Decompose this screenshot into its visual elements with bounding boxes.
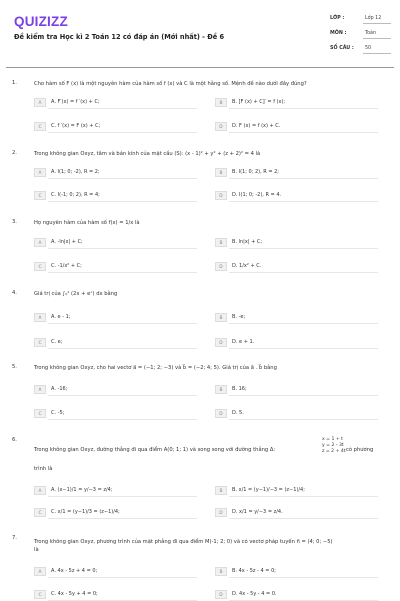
option-underline	[229, 201, 378, 202]
option-underline	[229, 348, 378, 349]
option-underline	[229, 419, 378, 420]
option-underline	[48, 496, 197, 497]
option-text: A. e - 1;	[51, 314, 71, 320]
question-text: Trong không gian Oxyz, cho hai vectơ a⃗ = (−1; 2; −3) và b⃗ = (−2; 4; 5). Giá trị của a⃗ . b⃗ bằng	[34, 365, 277, 371]
meta-grade-value: Lớp 12	[365, 16, 382, 21]
option-letter-box: C	[34, 508, 46, 517]
option-letter-box: C	[34, 262, 46, 271]
option-text: B. 4x - 5z - 4 = 0;	[232, 568, 276, 574]
option-letter-box: B	[215, 385, 227, 394]
page-title: Đề kiểm tra Học kì 2 Toán 12 có đáp án (Mới nhất) - Đề 6	[14, 33, 225, 41]
option-letter-box: A	[34, 168, 46, 177]
system-line: y = 2 - 3t	[322, 443, 344, 448]
answer-option-b[interactable]	[215, 98, 380, 107]
option-text: C. x/1 = (y−1)/3 = (z−1)/4;	[51, 509, 120, 515]
option-text: A. (x−1)/1 = y/−3 = z/4;	[51, 487, 113, 493]
option-letter-box: A	[34, 567, 46, 576]
answer-option-a[interactable]	[34, 313, 199, 322]
meta-line	[363, 38, 391, 39]
option-text: D. x/1 = y/−3 = z/4.	[232, 509, 283, 515]
option-text: D. 1/x² + C.	[232, 263, 262, 269]
option-text: A. I(1; 0; -2), R = 2;	[51, 169, 100, 175]
question-text-after: có phương	[346, 447, 374, 453]
option-letter-box: B	[215, 168, 227, 177]
option-underline	[48, 178, 197, 179]
option-underline	[229, 518, 378, 519]
option-text: D. 5.	[232, 410, 244, 416]
answer-option-a[interactable]	[34, 385, 199, 394]
option-text: C. e;	[51, 339, 63, 345]
option-underline	[48, 323, 197, 324]
option-letter-box: A	[34, 385, 46, 394]
option-underline	[48, 108, 197, 109]
answer-option-d[interactable]	[215, 508, 380, 517]
meta-count-value: 50	[365, 46, 372, 51]
option-letter-box: D	[215, 191, 227, 200]
option-text: B. [F (x) + C]′ = f (x);	[232, 99, 286, 105]
answer-option-b[interactable]	[215, 567, 380, 576]
option-underline	[229, 178, 378, 179]
option-text: B. -e;	[232, 314, 246, 320]
option-letter-box: A	[34, 313, 46, 322]
option-letter-box: D	[215, 508, 227, 517]
answer-option-b[interactable]	[215, 238, 380, 247]
option-underline	[229, 108, 378, 109]
answer-option-c[interactable]	[34, 262, 199, 271]
answer-option-c[interactable]	[34, 508, 199, 517]
option-text: C. 4x - 5y + 4 = 0;	[51, 591, 98, 597]
option-text: A. F′(x) = f ′(x) + C;	[51, 99, 100, 105]
question-number: 5.	[12, 364, 17, 370]
meta-count-key: SỐ CÂU :	[330, 46, 354, 51]
option-underline	[48, 272, 197, 273]
answer-option-b[interactable]	[215, 168, 380, 177]
option-text: D. e + 1.	[232, 339, 255, 345]
option-underline	[48, 577, 197, 578]
option-text: B. 16;	[232, 386, 247, 392]
option-underline	[229, 272, 378, 273]
option-letter-box: C	[34, 122, 46, 131]
option-letter-box: C	[34, 191, 46, 200]
option-letter-box: C	[34, 409, 46, 418]
option-letter-box: D	[215, 122, 227, 131]
option-letter-box: D	[215, 262, 227, 271]
option-text: A. -ln|x| + C;	[51, 239, 83, 245]
option-underline	[229, 132, 378, 133]
answer-option-c[interactable]	[34, 338, 199, 347]
question-number: 7.	[12, 535, 17, 541]
question-number: 1.	[12, 80, 17, 86]
answer-option-c[interactable]	[34, 409, 199, 418]
option-text: D. I(1; 0; -2), R = 4.	[232, 192, 282, 198]
option-letter-box: B	[215, 567, 227, 576]
option-text: C. I(-1; 0; 2), R = 4;	[51, 192, 100, 198]
option-text: C. -5;	[51, 410, 65, 416]
option-text: C. f ′(x) = F (x) + C;	[51, 123, 101, 129]
option-underline	[48, 201, 197, 202]
option-text: C. -1/x² + C;	[51, 263, 82, 269]
option-underline	[48, 419, 197, 420]
answer-option-d[interactable]	[215, 122, 380, 131]
line-system	[322, 437, 346, 455]
option-letter-box: A	[34, 98, 46, 107]
answer-option-d[interactable]	[215, 338, 380, 347]
answer-option-d[interactable]	[215, 409, 380, 418]
option-letter-box: D	[215, 338, 227, 347]
option-underline	[48, 395, 197, 396]
answer-option-c[interactable]	[34, 191, 199, 200]
answer-option-b[interactable]	[215, 313, 380, 322]
system-line: z = 2 + 4t	[322, 449, 346, 454]
question-text: Họ nguyên hàm của hàm số f(x) = 1/x là	[34, 220, 140, 226]
option-text: D. F (x) = f (x) + C.	[232, 123, 281, 129]
option-text: D. 4x - 5y - 4 = 0.	[232, 591, 277, 597]
option-letter-box: B	[215, 98, 227, 107]
option-letter-box: B	[215, 486, 227, 495]
answer-option-a[interactable]	[34, 98, 199, 107]
option-underline	[229, 496, 378, 497]
meta-grade-key: LỚP :	[330, 16, 345, 21]
option-letter-box: D	[215, 590, 227, 599]
answer-option-b[interactable]	[215, 486, 380, 495]
question-number: 4.	[12, 290, 17, 296]
option-text: A. -16;	[51, 386, 68, 392]
option-letter-box: B	[215, 313, 227, 322]
meta-subject-value: Toán	[365, 31, 377, 36]
question-text-continued: là	[34, 547, 39, 553]
question-text: Trong không gian Oxyz, tâm và bán kính của mặt cầu (S): (x - 1)² + y² + (z + 2)² = 4 là	[34, 151, 261, 157]
option-underline	[48, 248, 197, 249]
quizizz-logo: QUIZIZZ	[14, 14, 68, 29]
option-underline	[229, 323, 378, 324]
answer-option-a[interactable]	[34, 238, 199, 247]
header-divider	[6, 67, 394, 68]
option-underline	[48, 518, 197, 519]
answer-option-d[interactable]	[215, 262, 380, 271]
question-text: Trong không gian Oxyz, đường thẳng đi qua điểm A(0; 1; 1) và song song với đường thẳng Δ:	[34, 447, 276, 453]
option-underline	[229, 395, 378, 396]
option-text: A. 4x - 5z + 4 = 0;	[51, 568, 98, 574]
question-number: 2.	[12, 150, 17, 156]
meta-line	[363, 23, 391, 24]
answer-option-c[interactable]	[34, 122, 199, 131]
meta-subject-key: MÔN :	[330, 31, 347, 36]
answer-option-d[interactable]	[215, 191, 380, 200]
answer-option-b[interactable]	[215, 385, 380, 394]
option-letter-box: B	[215, 238, 227, 247]
meta-line	[363, 53, 391, 54]
question-text: Cho hàm số F (x) là một nguyên hàm của hàm số f (x) và C là một hằng số. Mệnh đề nào dưới đây đúng?	[34, 81, 307, 87]
option-text: B. x/1 = (y−1)/−3 = (z−1)/4;	[232, 487, 305, 493]
option-text: B. ln|x| + C;	[232, 239, 263, 245]
option-text: B. I(1; 0; 2), R = 2;	[232, 169, 279, 175]
option-letter-box: C	[34, 338, 46, 347]
system-line: x = 1 + t	[322, 437, 343, 442]
answer-option-a[interactable]	[34, 567, 199, 576]
question-text-continued: trình là	[34, 466, 53, 472]
option-letter-box: D	[215, 409, 227, 418]
option-underline	[48, 348, 197, 349]
answer-option-a[interactable]	[34, 168, 199, 177]
answer-option-c[interactable]	[34, 590, 199, 599]
option-letter-box: A	[34, 238, 46, 247]
option-letter-box: C	[34, 590, 46, 599]
option-underline	[229, 248, 378, 249]
question-text: Giá trị của ∫₀¹ (2x + eˣ) dx bằng	[34, 291, 118, 297]
question-text: Trong không gian Oxyz, phương trình của mặt phẳng đi qua điểm M(-1; 2; 0) và có vectơ pháp tuyến n⃗ = (4; 0; −5)	[34, 539, 333, 545]
question-number: 3.	[12, 219, 17, 225]
option-letter-box: A	[34, 486, 46, 495]
answer-option-a[interactable]	[34, 486, 199, 495]
question-number: 6.	[12, 437, 17, 443]
option-underline	[48, 132, 197, 133]
answer-option-d[interactable]	[215, 590, 380, 599]
option-underline	[229, 577, 378, 578]
